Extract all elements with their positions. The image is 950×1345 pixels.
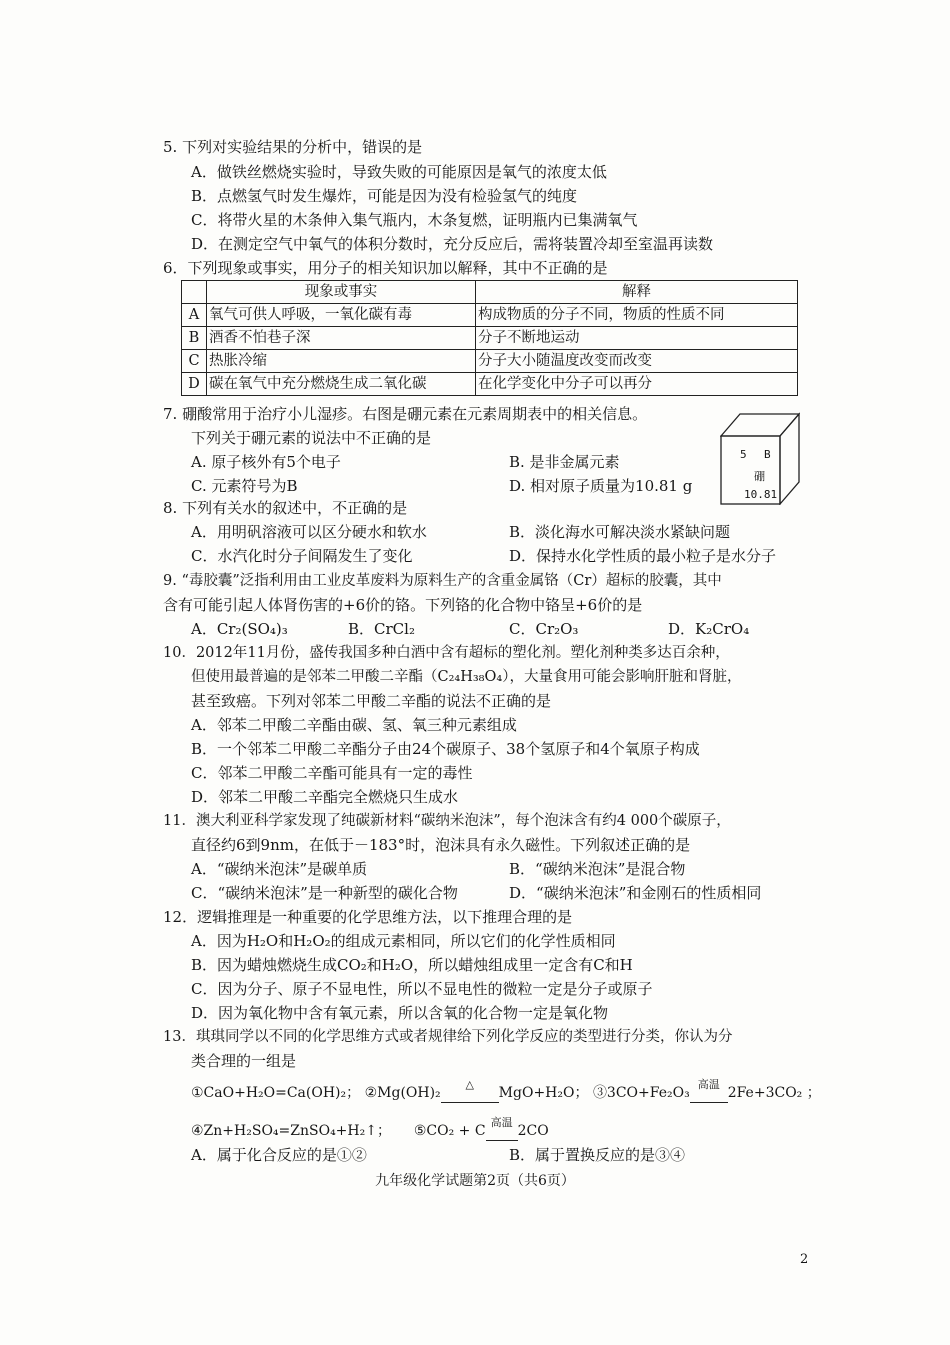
q5-option-c: C．将带火星的木条伸入集气瓶内，木条复燃，证明瓶内已集满氧气 <box>191 211 638 229</box>
q8-option-d: D．保持水化学性质的最小粒子是水分子 <box>509 547 777 565</box>
table-row <box>182 327 798 350</box>
element-name: 硼 <box>754 470 765 483</box>
q10-option-a: A．邻苯二甲酸二辛酯由碳、氢、氧三种元素组成 <box>191 716 517 734</box>
q6-row-fact: 氧气可供人呼吸，一氧化碳有毒 <box>207 304 476 327</box>
q9-option-c: C．Cr₂O₃ <box>509 620 579 638</box>
q11-stem-2: 直径约6到9nm，在低于－183°时，泡沫具有永久磁性。下列叙述正确的是 <box>191 836 691 854</box>
q8-stem: 8. 下列有关水的叙述中，不正确的是 <box>163 499 408 517</box>
equation-3-condition: 高温 <box>690 1092 728 1103</box>
q5-stem: 5. 下列对实验结果的分析中，错误的是 <box>163 138 423 156</box>
q12-option-b: B．因为蜡烛燃烧生成CO₂和H₂O，所以蜡烛组成里一定含有C和H <box>191 956 633 974</box>
equation-4: ④Zn+H₂SO₄=ZnSO₄+H₂↑； <box>191 1123 391 1139</box>
equation-5-right: 2CO <box>517 1123 549 1139</box>
q7-option-c: C. 元素符号为B <box>191 477 298 495</box>
q6-row-explain: 分子不断地运动 <box>476 327 798 350</box>
q9-option-d: D．K₂CrO₄ <box>668 620 750 638</box>
q13-stem-2: 类合理的一组是 <box>191 1052 297 1070</box>
q5-option-b: B．点燃氢气时发生爆炸，可能是因为没有检验氢气的纯度 <box>191 187 578 205</box>
q12-option-a: A．因为H₂O和H₂O₂的组成元素相同，所以它们的化学性质相同 <box>191 932 616 950</box>
q8-option-c: C．水汽化时分子间隔发生了变化 <box>191 547 413 565</box>
equation-2-left: ②Mg(OH)₂ <box>364 1085 441 1101</box>
q13-option-b: B．属于置换反应的是③④ <box>509 1146 686 1164</box>
q11-option-b: B．“碳纳米泡沫”是混合物 <box>509 860 686 878</box>
q11-option-a: A．“碳纳米泡沫”是碳单质 <box>191 860 368 878</box>
equation-5-condition: 高温 <box>486 1130 518 1141</box>
q13-equations-row-2 <box>191 1116 549 1141</box>
q7-option-d: D. 相对原子质量为10.81 g <box>509 477 693 495</box>
q9-stem-1: 9. “毒胶囊”泛指利用由工业皮革废料为原料生产的含重金属铬（Cr）超标的胶囊，其中 <box>163 573 722 589</box>
q11-stem-1: 11．澳大利亚科学家发现了纯碳新材料“碳纳米泡沫”，每个泡沫含有约4 000个碳原子， <box>163 813 731 829</box>
table-row <box>182 350 798 373</box>
periodic-table-cell <box>720 410 800 505</box>
q8-option-a: A．用明矾溶液可以区分硬水和软水 <box>191 523 427 541</box>
q10-stem-3: 甚至致癌。下列对邻苯二甲酸二辛酯的说法不正确的是 <box>191 692 552 710</box>
q6-row-key: A <box>182 304 207 327</box>
page-number: 2 <box>800 1252 809 1267</box>
q13-option-a: A．属于化合反应的是①② <box>191 1146 367 1164</box>
q10-stem-1: 10．2012年11月份，盛传我国多种白酒中含有超标的塑化剂。塑化剂种类多达百余种， <box>163 645 730 661</box>
q12-stem: 12．逻辑推理是一种重要的化学思维方法，以下推理合理的是 <box>163 908 573 926</box>
q12-option-d: D．因为氧化物中含有氧元素，所以含氧的化合物一定是氧化物 <box>191 1004 609 1022</box>
q6-header-explain: 解释 <box>476 281 798 304</box>
equation-5-left: ⑤CO₂ + C <box>413 1123 486 1139</box>
q9-option-b: B．CrCl₂ <box>348 620 415 638</box>
q6-row-explain: 构成物质的分子不同，物质的性质不同 <box>476 304 798 327</box>
atomic-number: 5 <box>740 448 747 461</box>
q9-stem-2: 含有可能引起人体肾伤害的+6价的铬。下列铬的化合物中铬呈+6价的是 <box>163 596 643 614</box>
q6-stem: 6．下列现象或事实，用分子的相关知识加以解释，其中不正确的是 <box>163 259 608 277</box>
equation-3-left: ③3CO+Fe₂O₃ <box>592 1085 690 1101</box>
q6-row-key: D <box>182 373 207 396</box>
atomic-mass: 10.81 <box>744 488 778 501</box>
q12-option-c: C．因为分子、原子不显电性，所以不显电性的微粒一定是分子或原子 <box>191 980 653 998</box>
q7-stem-2: 下列关于硼元素的说法中不正确的是 <box>191 429 432 447</box>
equation-2-right: MgO+H₂O； <box>498 1085 589 1101</box>
q8-option-b: B．淡化海水可解决淡水紧缺问题 <box>509 523 731 541</box>
q6-row-key: C <box>182 350 207 373</box>
table-row <box>182 373 798 396</box>
q10-stem-2: 但使用最普遍的是邻苯二甲酸二辛酯（C₂₄H₃₈O₄），大量食用可能会影响肝脏和肾脏， <box>191 669 742 685</box>
table-row <box>182 304 798 327</box>
q5-option-a: A．做铁丝燃烧实验时，导致失败的可能原因是氧气的浓度太低 <box>191 163 607 181</box>
equation-1: ①CaO+H₂O=Ca(OH)₂； <box>191 1085 361 1101</box>
q6-row-fact: 酒香不怕巷子深 <box>207 327 476 350</box>
q11-option-c: C．“碳纳米泡沫”是一种新型的碳化合物 <box>191 884 458 902</box>
equation-2-condition: △ <box>441 1092 499 1103</box>
q6-row-fact: 碳在氧气中充分燃烧生成二氧化碳 <box>207 373 476 396</box>
q6-header-fact: 现象或事实 <box>207 281 476 304</box>
q6-row-explain: 在化学变化中分子可以再分 <box>476 373 798 396</box>
q10-option-d: D．邻苯二甲酸二辛酯完全燃烧只生成水 <box>191 788 459 806</box>
q11-option-d: D．“碳纳米泡沫”和金刚石的性质相同 <box>509 884 762 902</box>
q10-option-c: C．邻苯二甲酸二辛酯可能具有一定的毒性 <box>191 764 473 782</box>
q13-stem-1: 13．琪琪同学以不同的化学思维方式或者规律给下列化学反应的类型进行分类，你认为分 <box>163 1029 733 1045</box>
page-footer: 九年级化学试题第2页（共6页） <box>375 1173 575 1189</box>
equation-3-right: 2Fe+3CO₂ ； <box>727 1085 821 1101</box>
q10-option-b: B．一个邻苯二甲酸二辛酯分子由24个碳原子、38个氢原子和4个氧原子构成 <box>191 740 700 758</box>
q6-header-blank <box>182 281 207 304</box>
q6-row-explain: 分子大小随温度改变而改变 <box>476 350 798 373</box>
q7-option-b: B. 是非金属元素 <box>509 453 620 471</box>
q6-row-key: B <box>182 327 207 350</box>
q6-row-fact: 热胀冷缩 <box>207 350 476 373</box>
q13-equations-row-1 <box>191 1078 821 1103</box>
q6-table-header <box>182 281 798 304</box>
q9-option-a: A．Cr₂(SO₄)₃ <box>191 620 288 638</box>
q5-option-d: D．在测定空气中氧气的体积分数时，充分反应后，需将装置冷却至室温再读数 <box>191 235 714 253</box>
q7-stem: 7. 硼酸常用于治疗小儿湿疹。右图是硼元素在元素周期表中的相关信息。 <box>163 405 648 423</box>
element-symbol: B <box>764 448 771 461</box>
q7-option-a: A. 原子核外有5个电子 <box>191 453 341 471</box>
q6-table <box>181 280 798 396</box>
